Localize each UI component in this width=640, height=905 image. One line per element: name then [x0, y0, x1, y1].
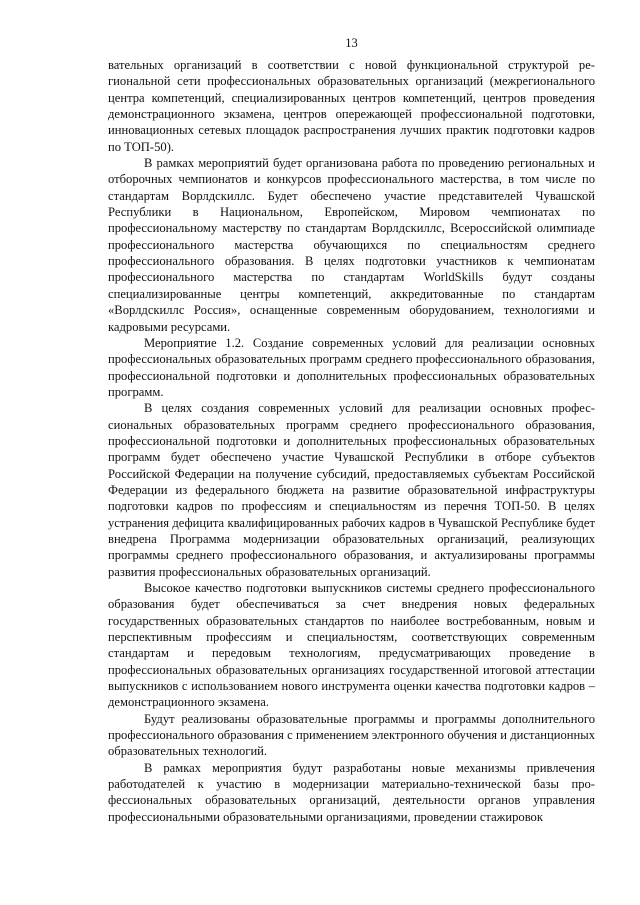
- paragraph-measure-1-2: Мероприятие 1.2. Создание современных условий для реализации основных профессиональных образовательных программ среднего профессионального образования, профессиональной подготовки и дополнительных профессиональных образовательных программ.: [108, 335, 595, 399]
- paragraph-modern-conditions: В целях создания современных условий для реализации основных профессиональных образовательных программ среднего профессионального образования, профессиональной подготовки и дополнительных профессиональных образовательных программ будет обеспечено участие Чувашской Республики в отборе субъектов Российской Федерации на получение субсидий, предоставляемых субъектам Российской Федерации из федерального бюджета на развитие образовательной инфраструктуры подготовки кадров по профессиям и специальностям из перечня ТОП-50. В целях устранения дефицита квалифицированных рабочих кадров в Чувашской Республике будет внедрена Программа модернизации образовательных организаций, реализующих программы среднего профессионального образования, и актуализированы программы развития профессиональных образовательных организаций.: [108, 401, 595, 579]
- page-number: 13: [345, 36, 358, 50]
- paragraph-quality: Высокое качество подготовки выпускников системы среднего профессионального образования будет обеспечиваться за счет внедрения новых федеральных государственных образовательных стандартов по наиболее востребованным, новым и перспективным профессиям и специальностям, соответствующих современным стандартам и передовым технологиям, предусматривающих проведение в профессиональных образовательных организациях государственной итоговой аттестации выпускников с использованием нового инструмента оценки качества подготовки кадров – демонстрационного экзамена.: [108, 581, 595, 710]
- paragraph-employers: В рамках мероприятия будут разработаны новые механизмы привлечения работодателей к участию в модернизации материально-технической базы профессиональных образовательных организаций, деятельности органов управления профессиональными образовательными организациями, проведении стажировок: [108, 760, 595, 824]
- document-page: [108, 36, 595, 825]
- paragraph-e-learning: Будут реализованы образовательные программы и программы дополнительного профессионального образования с применением электронного обучения и дистанционных образовательных технологий.: [108, 711, 595, 759]
- paragraph-continuation: вательных организаций в соответствии с новой функциональной структурой региональной сети профессиональных образовательных организаций (межрегионального центра компетенций, специализированных центров компетенций, центров проведения демонстрационного экзамена, центров опережающей профессиональной подготовки, инновационных сетевых площадок распространения лучших практик подготовки кадров по ТОП-50).: [108, 58, 595, 154]
- paragraph-championships: В рамках мероприятий будет организована работа по проведению региональных и отборочных чемпионатов и конкурсов профессионального мастерства, в том числе по стандартам Ворлдскиллс. Будет обеспечено участие представителей Чувашской Республики в Национальном, Европейском, Мировом чемпионатах по профессиональному мастерству по стандартам Ворлдскиллс, Всероссийской олимпиаде профессионального мастерства обучающихся по специальностям среднего профессионального образования. В целях подготовки участников к чемпионатам профессионального мастерства по стандартам WorldSkills будут созданы специализированные центры компетенций, аккредитованные по стандартам «Ворлдскиллс Россия», оснащенные современным оборудованием, технологиями и кадровыми ресурсами.: [108, 156, 595, 334]
